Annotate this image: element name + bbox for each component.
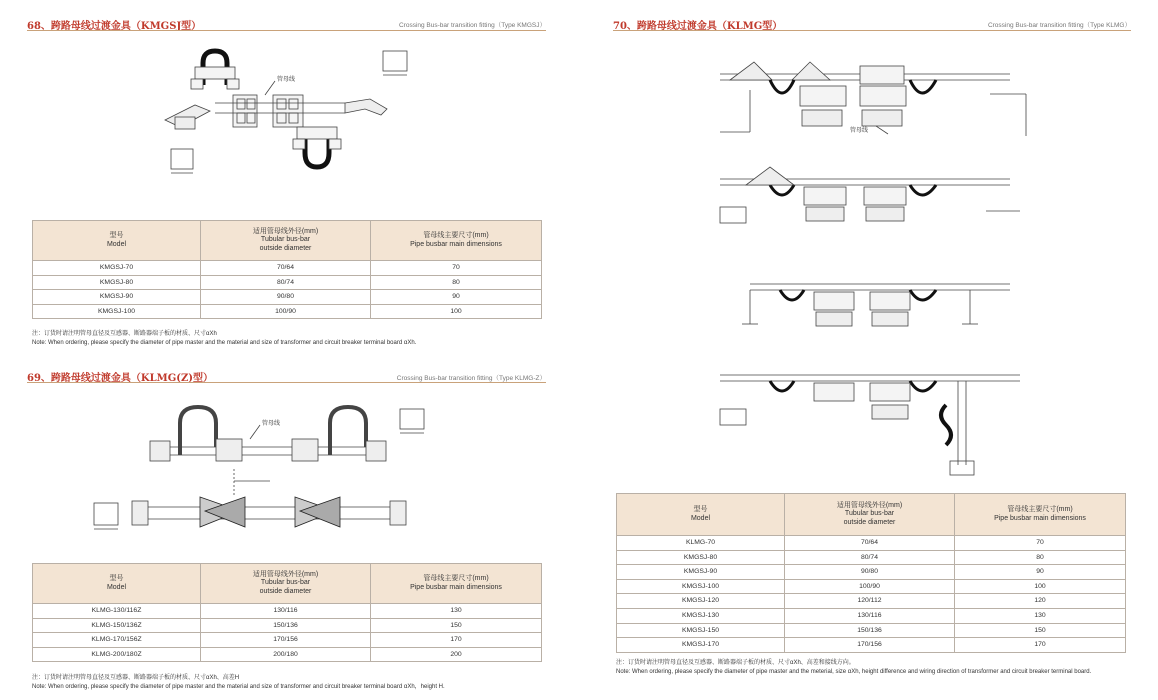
column-header-model: 型号 Model [33,564,201,604]
section-68-table [32,220,542,319]
section-69-note-cn: 注：订货时请注明管母直径及互感器、断路器端子板的材质、尺寸αXh、高差H [32,675,240,681]
table-row: KLMG-70 70/64 70 [617,536,1126,551]
table-row: KLMG-170/156Z 170/156 170 [33,633,542,648]
section-69-subtitle: Crossing Bus-bar transition fitting（Type KLMG-Z） [396,375,546,382]
section-68-note-en: Note: When ordering, please specify the diameter of pipe master and the material and size of transformer and circuit breaker terminal board αXh. [32,340,417,346]
column-header-diameter: 适用管母线外径(mm) Tubular bus-bar outside diameter [201,221,371,261]
table-row: KMGSJ-80 80/74 80 [33,275,542,290]
section-68-title: 68、跨路母线过渡金具（KMGSJ型） [27,21,202,32]
table-row: KLMG-150/136Z 150/136 150 [33,618,542,633]
section-68-subtitle: Crossing Bus-bar transition fitting（Type KMGSJ） [398,22,546,29]
table-row: KMGSJ-70 70/64 70 [33,261,542,276]
table-row: KLMG-200/180Z 200/180 200 [33,647,542,662]
section-69-note-en: Note: When ordering, please specify the diameter of pipe master and the material and size of transformer and circuit breaker terminal board αXh，height H. [32,684,445,690]
section-70-note-cn: 注：订货时请注明管母直径及互感器、断路器端子板的材质、尺寸αXh、高差和接线方向。 [616,660,855,666]
section-68-diagram [155,45,415,180]
section-69-title: 69、跨路母线过渡金具（KLMG(Z)型） [27,373,214,384]
section-70-note-en: Note: When ordering, please specify the diameter of pipe master and the meterial, size αXh, height difference and wiring direction of transformer and circuit breaker terminal board. [616,669,1092,675]
section-70-table [616,493,1126,653]
table-row: KMGSJ-100 100/90 100 [617,579,1126,594]
column-header-dimension: 管母线主要尺寸(mm) Pipe busbar main dimensions [371,221,542,261]
column-header-diameter: 适用管母线外径(mm) Tubular bus-bar outside diameter [201,564,371,604]
section-70-diagram [710,50,1040,490]
section-70-diagram-variant-4 [720,375,1020,475]
column-header-dimension: 管母线主要尺寸(mm) Pipe busbar main dimensions [371,564,542,604]
section-69-rule [27,382,546,383]
column-header-dimension: 管母线主要尺寸(mm) Pipe busbar main dimensions [955,494,1126,536]
table-row: KMGSJ-90 90/80 90 [33,290,542,305]
section-69-table [32,563,542,662]
table-row: KLMG-130/116Z 130/116 130 [33,604,542,619]
section-70-diagram-label: 管母线 [850,128,869,134]
column-header-model: 型号 Model [33,221,201,261]
table-row: KMGSJ-170 170/156 170 [617,638,1126,653]
table-row: KMGSJ-100 100/90 100 [33,304,542,319]
section-70-rule [613,30,1131,31]
section-70-diagram-variant-2 [720,167,1020,223]
table-row: KMGSJ-130 130/116 130 [617,608,1126,623]
section-70-title: 70、跨路母线过渡金具（KLMG型） [613,21,783,32]
section-69-diagram [70,395,430,545]
table-row: KMGSJ-90 90/80 90 [617,565,1126,580]
section-68-diagram-label: 管母线 [277,77,296,83]
section-70-subtitle: Crossing Bus-bar transition fitting（Type KLMG） [987,22,1131,29]
column-header-diameter: 适用管母线外径(mm) Tubular bus-bar outside diameter [785,494,955,536]
section-70-diagram-variant-3 [742,284,1010,326]
section-70-diagram-variant-1 [720,62,1026,136]
table-row: KMGSJ-80 80/74 80 [617,550,1126,565]
table-row: KMGSJ-150 150/136 150 [617,623,1126,638]
section-68-rule [27,30,546,31]
section-69-diagram-label: 管母线 [262,421,281,427]
column-header-model: 型号 Model [617,494,785,536]
section-68-note-cn: 注：订货时请注明管母直径及互感器、断路器端子板的材质、尺寸αXh [32,331,217,337]
table-row: KMGSJ-120 120/112 120 [617,594,1126,609]
